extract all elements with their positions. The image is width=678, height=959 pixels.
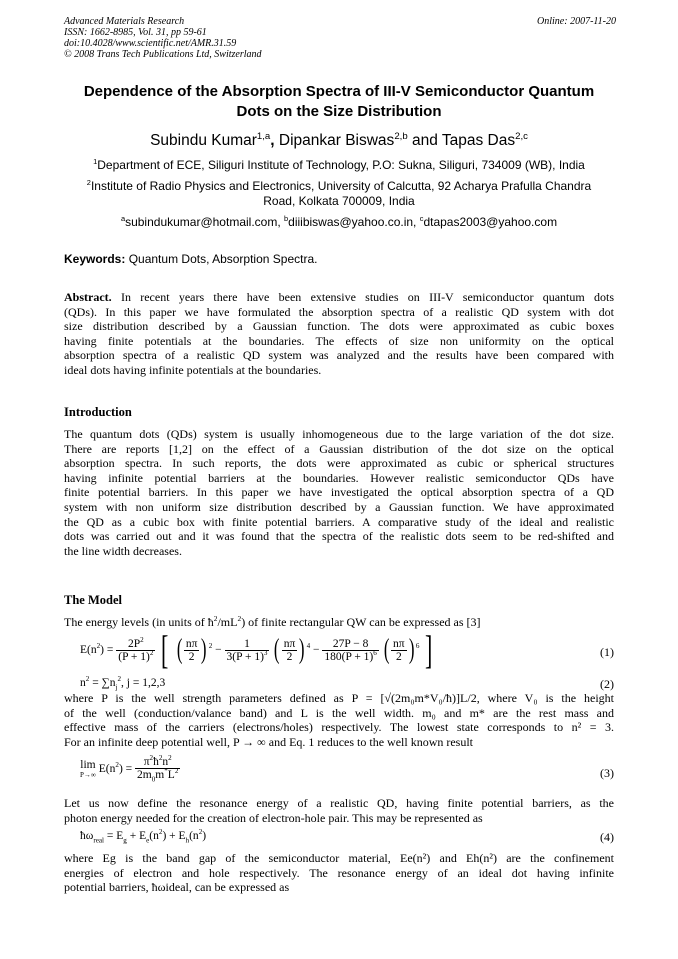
title-line-2: Dots on the Size Distribution xyxy=(236,103,442,120)
email-c[interactable]: dtapas2003@yahoo.com xyxy=(423,215,558,229)
intro-line: having infinite potential barriers at the boundaries. However realistic semiconductor QDs have xyxy=(64,470,614,485)
abstract-line: absorption spectra of a realistic QD system was analyzed and the results have been compared with xyxy=(64,348,614,363)
model-intro: The energy levels (in units of $ħ^2/mL^2$) of finite rectangular QW can be expressed as [3] xyxy=(64,614,481,629)
affiliation-2-line-1: Institute of Radio Physics and Electronics, University of Calcutta, 92 Acharya Prafulla Chandra xyxy=(90,179,592,193)
affiliation-1-sup: 1 xyxy=(93,157,98,166)
affiliation-2-sup: 2 xyxy=(86,178,91,187)
journal-header xyxy=(64,16,616,60)
affiliation-2-line-2: Road, Kolkata 700009, India xyxy=(263,194,415,208)
email-list xyxy=(60,215,618,230)
intro-line: system with non uniform size distribution described by a Gaussian function. We have approximated xyxy=(64,499,614,514)
equation-3-number: (3) xyxy=(600,766,614,780)
abstract-line: size distribution described by a Gaussian function. The dots were approximated as cubic boxes xyxy=(64,319,614,334)
model-para-1 xyxy=(64,691,614,749)
intro-line: absorption spectra. In such reports, the dots were approximated as cubic or spherical structures xyxy=(64,456,614,471)
author-list: Subindu Kumar$^{1,a}$, Dipankar Biswas$^{2,b}$ and Tapas Das$^{2,c}$ xyxy=(150,130,528,149)
affiliation-2 xyxy=(60,179,618,209)
equation-1-number: (1) xyxy=(600,645,614,659)
intro-line: finite potential barriers. In this paper we have investigated the optical absorption spectra of a QD xyxy=(64,485,614,500)
model-para-3 xyxy=(64,851,614,895)
model-line: potential barriers, ħωideal, can be expressed as xyxy=(64,880,290,895)
author-and: and xyxy=(411,132,438,149)
abstract-line: (QDs). In this paper we have formulated the absorption spectra of a realistic QD system with dot xyxy=(64,304,614,319)
keywords-label: Keywords: xyxy=(64,252,126,266)
abstract xyxy=(64,290,614,378)
online-date: Online: 2007-11-20 xyxy=(537,16,616,27)
model-line: photon energy needed for the creation of electron-hole pair. This may be represented as xyxy=(64,810,483,825)
intro-line: dots was carried out and it was found that the spectra of the realistic dots seem to be red-shifted and xyxy=(64,529,614,544)
model-heading: The Model xyxy=(64,593,122,607)
title-line-1: Dependence of the Absorption Spectra of III-V Semiconductor Quantum xyxy=(83,83,595,100)
model-line: where P is the well strength parameters defined as P = [√(2m₀m*V₀/ħ)]L/2, where V₀ is the height xyxy=(64,691,614,705)
intro-line: the line width decreases. xyxy=(64,543,182,558)
equation-3: lim P→∞ $E(n^2)$ = $\frac{\pi^2ħ^2n^2}{2m_0m^*L^2}$ xyxy=(80,754,179,784)
abstract-line: Abstract. In recent years there have been extensive studies on III-V semiconductor quantum dots xyxy=(64,290,615,304)
model-para-2 xyxy=(64,796,614,825)
email-b[interactable]: diiibiswas@yahoo.co.in, xyxy=(288,215,417,229)
intro-line: The quantum dots (QDs) system is usually inhomogeneous due to the large variation of the dot size. xyxy=(64,427,614,441)
equation-4-number: (4) xyxy=(600,830,614,844)
author-2-sup: 2,b xyxy=(394,130,408,142)
affiliation-1 xyxy=(60,158,618,173)
email-a[interactable]: subindukumar@hotmail.com, xyxy=(125,215,281,229)
author-1: Subindu Kumar xyxy=(150,132,257,149)
abstract-line: ideal dots having infinite potentials at the boundaries. xyxy=(64,362,322,377)
abstract-label: Abstract. xyxy=(64,290,112,304)
model-line: of the well (conduction/valance band) and L is the well width. m₀ and m* are the rest mass and xyxy=(64,705,614,720)
model-line: energies of electron and hole respectively. The resonance energy of an ideal dot having infinite xyxy=(64,865,614,880)
author-3-sup: 2,c xyxy=(515,130,528,142)
abstract-line: having finite potentials at the boundaries. The effects of size non uniformity on the optical xyxy=(64,333,614,348)
intro-body xyxy=(64,427,614,558)
model-line: For an infinite deep potential well, P → ∞ and Eq. 1 reduces to the well known result xyxy=(64,734,474,749)
model-line: where Eg is the band gap of the semiconductor material, Ee(n²) and Eh(n²) are the confinement xyxy=(64,851,614,865)
email-c-sup: c xyxy=(419,214,424,223)
author-3: Tapas Das xyxy=(441,132,516,149)
model-line: effective mass of the carriers (electrons/holes) respectively. The lowest state corresponds to n² = 3. xyxy=(64,720,614,735)
equation-2-number: (2) xyxy=(600,677,614,691)
journal-name: Advanced Materials Research xyxy=(64,16,185,27)
author-2: Dipankar Biswas xyxy=(278,132,395,149)
model-line: Let us now define the resonance energy of a realistic QD, having finite potential barriers, as the xyxy=(64,796,614,810)
equation-4: $ħ\omega_{real} = E_g + E_e(n^2) + E_h(n^2)$ xyxy=(80,828,207,845)
paper-title xyxy=(60,82,618,122)
issn-line: ISSN: 1662-8985, Vol. 31, pp 59-61 xyxy=(64,27,207,38)
intro-line: the QD as a cubic box with finite potential barriers. A comparative study of the ideal and realistic xyxy=(64,514,614,529)
email-a-sup: a xyxy=(120,214,126,223)
author-1-sup: 1,a xyxy=(256,130,271,142)
keywords-text: Quantum Dots, Absorption Spectra. xyxy=(128,252,318,266)
equation-1: $E(n^2)$ = $\frac{2P^2}{(P + 1)^2}$ [ ( $\frac{n\pi}{2}$ ) $^2$ − $\frac{1}{3(P + 1)^3}$ ( $\frac{n\pi}{2}$ ) $^4$ − $\frac{27P - 8}{180(P + 1)^6}$ ( $\frac{n\pi}{2}$ ) $^6$ ] xyxy=(80,627,433,672)
copyright-line: © 2008 Trans Tech Publications Ltd, Switzerland xyxy=(64,49,262,60)
equation-2: $n^2 = \sum n_j^2$, j = 1,2,3 xyxy=(80,675,166,692)
keywords xyxy=(64,252,317,266)
affiliation-1-text: Department of ECE, Siliguri Institute of Technology, P.O: Sukna, Siliguri, 734009 (WB), India xyxy=(97,158,585,172)
email-b-sup: b xyxy=(284,214,289,223)
doi-line: doi:10.4028/www.scientific.net/AMR.31.59 xyxy=(64,38,237,49)
intro-line: There are reports [1,2] on the effect of a Gaussian distribution of the dot size on the optical xyxy=(64,441,614,456)
intro-heading: Introduction xyxy=(64,405,132,419)
